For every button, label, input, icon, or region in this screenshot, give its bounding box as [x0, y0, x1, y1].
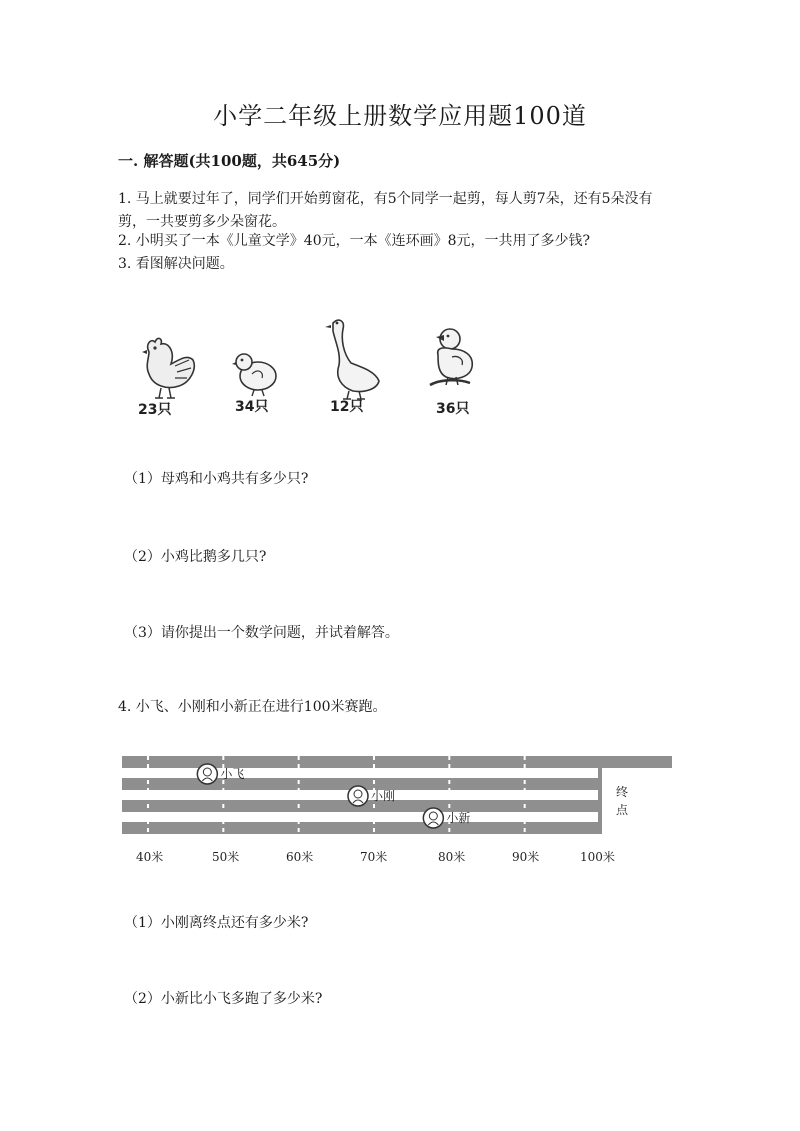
question-3-part-1: （1）母鸡和小鸡共有多少只?	[124, 471, 309, 487]
question-4: 4. 小飞、小刚和小新正在进行100米赛跑。	[118, 699, 387, 715]
lane-stripe	[122, 800, 672, 812]
tick-label: 60米	[286, 850, 314, 864]
section-heading: 一. 解答题(共100题，共645分)	[118, 152, 341, 170]
race-track-figure	[118, 748, 688, 873]
question-2: 2. 小明买了一本《儿童文学》40元，一本《连环画》8元，一共用了多少钱?	[118, 233, 591, 249]
chick-count-label: 34只	[235, 399, 269, 415]
runner-name-label: 小新	[446, 811, 471, 825]
question-3-part-3: （3）请你提出一个数学问题，并试着解答。	[124, 625, 399, 641]
tick-label: 90米	[512, 850, 540, 864]
question-4-part-1: （1）小刚离终点还有多少米?	[124, 915, 309, 931]
page-title: 小学二年级上册数学应用题100道	[213, 102, 587, 130]
question-4-part-2: （2）小新比小飞多跑了多少米?	[124, 991, 323, 1007]
question-3: 3. 看图解决问题。	[118, 256, 234, 272]
lane-stripe	[122, 822, 672, 834]
animals-figure	[120, 310, 500, 430]
goose-count-label: 12只	[330, 399, 364, 415]
finish-zone	[600, 768, 672, 834]
runner-name-label: 小刚	[371, 789, 396, 803]
finish-label-1: 终	[616, 785, 629, 799]
runner-name-label: 小飞	[220, 767, 245, 781]
tick-label: 100米	[580, 850, 615, 864]
tick-label: 80米	[438, 850, 466, 864]
hen-icon	[142, 338, 194, 398]
finish-label-2: 点	[616, 803, 629, 817]
tick-label: 70米	[360, 850, 388, 864]
runner-avatar-icon	[348, 786, 368, 806]
question-1: 1. 马上就要过年了，同学们开始剪窗花，有5个同学一起剪，每人剪7朵，还有5朵没有剪，一共要剪多少朵窗花。	[118, 191, 653, 230]
question-3-part-2: （2）小鸡比鹅多几只?	[124, 549, 267, 565]
duck-count-label: 36只	[436, 401, 470, 417]
chick-icon	[232, 354, 276, 396]
duck-icon	[430, 329, 472, 385]
tick-label: 40米	[136, 850, 164, 864]
runner-avatar-icon	[423, 808, 443, 828]
tick-label: 50米	[212, 850, 240, 864]
goose-icon	[325, 320, 379, 399]
runner-avatar-icon	[197, 764, 217, 784]
hen-count-label: 23只	[138, 402, 172, 418]
